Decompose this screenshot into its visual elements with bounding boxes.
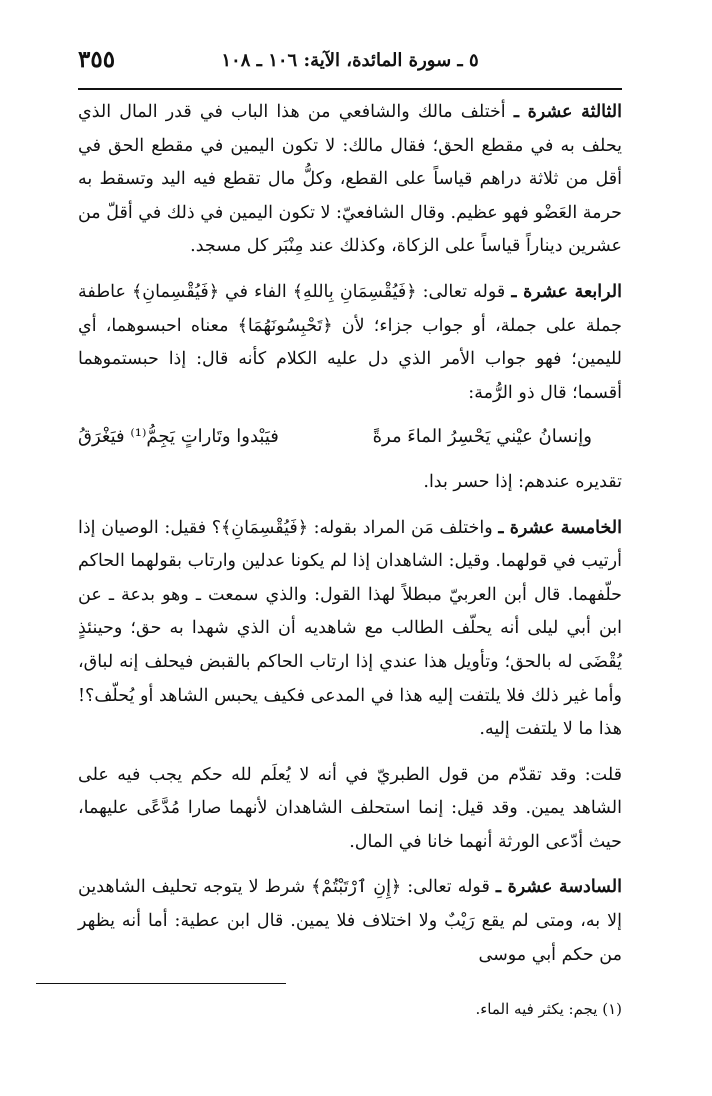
poetry-verse xyxy=(78,420,622,454)
footnote: (١) يجم: يكثر فيه الماء. xyxy=(475,1000,622,1018)
section-heading: السادسة عشرة ـ xyxy=(495,877,622,898)
page-number: ٣٥٥ xyxy=(78,46,116,73)
verse-first-hemistich: وإنسانُ عيْني يَحْسِرُ الماءَ مرةً xyxy=(372,426,592,448)
section-heading: الخامسة عشرة ـ xyxy=(498,517,622,538)
paragraph-16 xyxy=(78,871,622,972)
verse-second-hemistich: فيَبْدوا وتَاراتٍ يَجِمُّ⁽¹⁾ فيَغْرَقُ xyxy=(78,426,279,448)
paragraph-text: أختلف مالك والشافعي من هذا الباب في قدر المال الذي يحلف به في مقطع الحق؛ فقال مالك: لا تكون اليمين في مقطع الحق في أقل من ثلاثة دراهم قياساً على القطع، وكلُّ مال تقطع فيه اليد وتسقط به حرمة العَضْو فهو عظيم. وقال الشافعيّ: لا تكون اليمين في ذلك في أقلّ من عشرين ديناراً قياساً على الزكاة، وكذلك عند مِنْبَر كل مسجد. xyxy=(77,102,622,257)
page-body xyxy=(78,96,622,972)
page-header xyxy=(78,42,622,90)
sura-title: ٥ ـ سورة المائدة، الآية: ١٠٦ ـ ١٠٨ xyxy=(221,50,479,71)
paragraph-15 xyxy=(78,512,622,747)
paragraph-14 xyxy=(78,276,622,410)
paragraph-text: واختلف مَن المراد بقوله: ﴿فَيُقْسِمَانِ﴾؟ فقيل: الوصيان إذا أرتيب في قولهما. وقيل: الشاهدان إذا لم يكونا عدلين وارتاب بقولهما الحاكم حلّفهما. قال أبن العربيّ مبطلاً لهذا القول: والذي سمعت ـ وهو بدعة ـ عن ابن أبي ليلى أنه يحلّف الطالب مع شاهديه أن الذي شهدا به حق؛ وحينئذٍ يُقْضَى له بالحق؛ وتأويل هذا عندي إذا ارتاب الحاكم بالقبض فيحلف إنه لباق، وأما غير ذلك فلا يلتفت إليه هذا في المدعى فكيف يحبس الشاهد أو يُحلّف؟! هذا ما لا يلتفت إليه. xyxy=(78,517,622,740)
verse-explanation: تقديره عندهم: إذا حسر بدا. xyxy=(423,471,622,492)
paragraph-qultu: قلت: وقد تقدّم من قول الطبريّ في أنه لا يُعلَم لله حكم يجب فيه على الشاهد يمين. وقد قيل: إنما استحلف الشاهدان لأنهما صارا مُدَّعًى عليهما، حيث أدّعى الورثة أنهما خانا في المال. xyxy=(78,764,622,852)
section-heading: الرابعة عشرة ـ xyxy=(511,281,622,302)
paragraph-text: قوله تعالى: ﴿فَيُقْسِمَانِ بِاللهِ﴾ الفاء في ﴿فَيُقْسِمانِ﴾ عاطفة جملة على جملة، أو جواب جزاء؛ لأن ﴿تَحْبِسُونَهُمَا﴾ معناه احبسوهما، أي لليمين؛ فهو جواب الأمر الذي دل عليه الكلام كأنه قال: إذا حبستموهما أقسما؛ قال ذو الرُّمة: xyxy=(78,281,622,403)
section-heading: الثالثة عشرة ـ xyxy=(513,102,622,122)
paragraph-13 xyxy=(78,96,622,264)
paragraph-text: قوله تعالى: ﴿إِنِ ٱرْتَبْتُمْ﴾ شرط لا يتوجه تحليف الشاهدين إلا به، ومتى لم يقع رَيْبٌ ولا اختلاف فلا يمين. قال ابن عطية: أما أنه يظهر من حكم أبي موسى xyxy=(78,877,622,965)
footnote-separator xyxy=(36,983,286,984)
